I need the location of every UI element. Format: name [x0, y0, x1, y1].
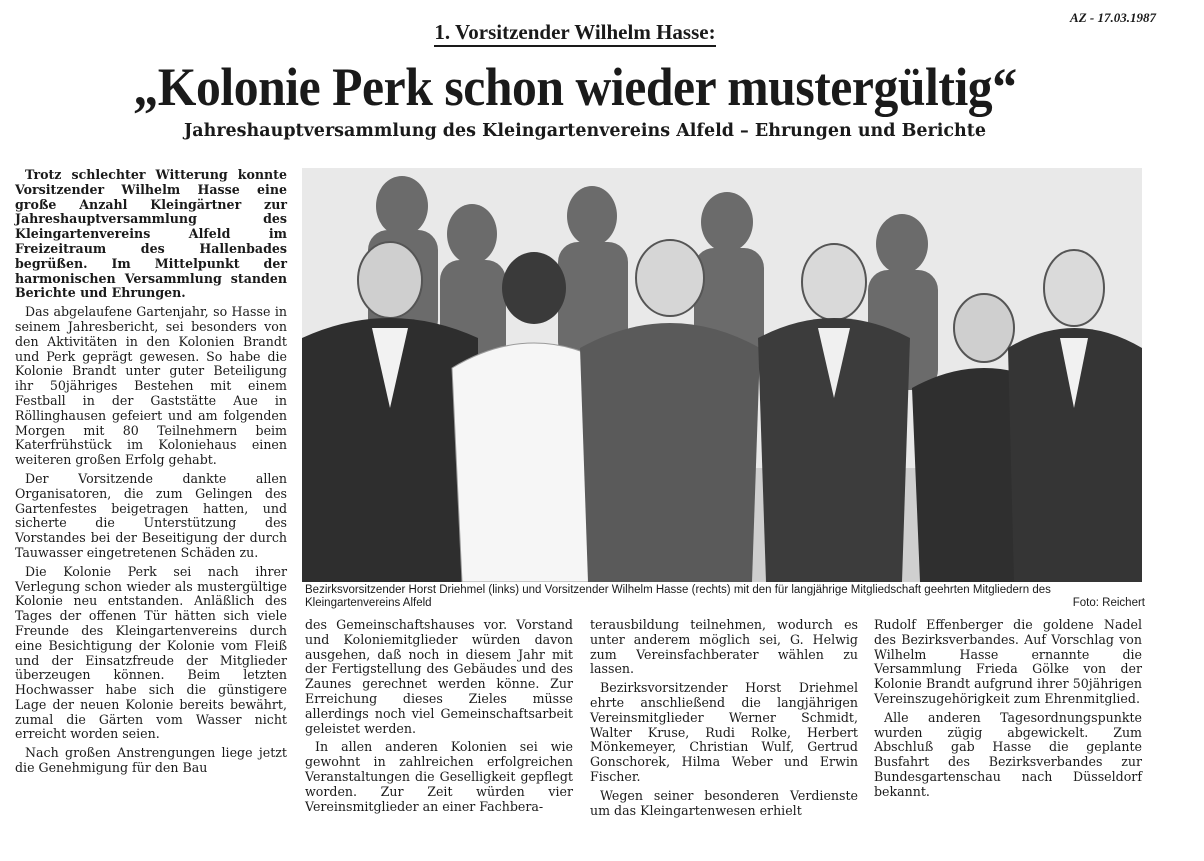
caption-text: Bezirksvorsitzender Horst Driehmel (links) und Vorsitzender Wilhelm Hasse (rechts) mit den für langjährige Mitgliedschaft geehrten Mitgliedern des Kleingartenvereins Alfeld: [305, 584, 1051, 609]
kicker-text: 1. Vorsitzender Wilhelm Hasse:: [434, 20, 715, 47]
lead-paragraph: Trotz schlechter Witterung konnte Vorsitzender Wilhelm Hasse eine große Anzahl Kleingärtner zur Jahreshauptversammlung des Kleingartenvereins Alfeld im Freizeitraum des Hallenbades begrüßen. Im Mittelpunkt der harmonischen Versammlung standen Berichte und Ehrungen.: [15, 167, 287, 301]
paragraph: terausbildung teilnehmen, wodurch es unter anderem möglich sei, G. Helwig zum Vereinsfachberater wählen zu lassen.: [590, 617, 858, 677]
paragraph: des Gemeinschaftshauses vor. Vorstand und Koloniemitglieder würden davon ausgehen, daß noch in diesem Jahr mit der Fertigstellung des Gebäudes und des Zaunes gerechnet werden könne. Zur Erreichung dieses Zieles müsse allerdings noch viel Gemeinschaftsarbeit geleistet werden.: [305, 617, 573, 736]
paragraph: Bezirksvorsitzender Horst Driehmel ehrte anschließend die langjährigen Vereinsmitglieder Werner Schmidt, Walter Kruse, Rudi Rolke, Herbert Mönkemeyer, Christian Wulf, Gertrud Gonschorek, Hilma Weber und Erwin Fischer.: [590, 680, 858, 784]
photo-credit: Foto: Reichert: [1072, 597, 1145, 609]
paragraph: Nach großen Anstrengungen liege jetzt die Genehmigung für den Bau: [15, 745, 287, 776]
source-date-tag: AZ - 17.03.1987: [1070, 10, 1156, 25]
paragraph: Die Kolonie Perk sei nach ihrer Verlegung schon wieder als mustergültige Kolonie neu entstanden. Anläßlich des Tages der offenen Tür hätten sich viele Freunde des Kleingartenvereins durch eine Besichtigung der Kolonie vom Fleiß und der Einsatzfreude der Mitglieder überzeugen können. Beim letzten Hochwasser habe sich die günstigere Lage der neuen Kolonie bereits bewährt, zumal die Gärten vom Wasser nicht erreicht worden seien.: [15, 563, 287, 742]
text-column-4: [874, 618, 1142, 804]
group-photo: [302, 168, 1142, 582]
article-subheadline: Jahreshauptversammlung des Kleingartenvereins Alfeld – Ehrungen und Berichte: [183, 121, 986, 141]
paragraph: Wegen seiner besonderen Verdienste um das Kleingartenwesen erhielt: [590, 787, 858, 818]
article-headline: „Kolonie Perk schon wieder mustergültig“: [133, 57, 1017, 117]
photo-caption: [305, 584, 1145, 610]
text-column-3: [590, 618, 858, 822]
text-column-1: [15, 168, 287, 780]
article-kicker: [0, 20, 1150, 45]
paragraph: Alle anderen Tagesordnungspunkte wurden zügig abgewickelt. Zum Abschluß gab Hasse die geplante Busfahrt des Bezirksverbandes zur Bundesgartenschau nach Düsseldorf bekannt.: [874, 709, 1142, 799]
paragraph: Rudolf Effenberger die goldene Nadel des Bezirksverbandes. Auf Vorschlag von Wilhelm Hasse ernannte die Versammlung Frieda Gölke von der Kolonie Brandt aufgrund ihrer 50jährigen Vereinszugehörigkeit zum Ehrenmitglied.: [874, 617, 1142, 706]
paragraph: Das abgelaufene Gartenjahr, so Hasse in seinem Jahresbericht, sei besonders von den Aktivitäten in den Kolonien Brandt und Perk geprägt gewesen. So habe die Kolonie Brandt unter guter Beteiligung ihr 50jähriges Bestehen mit einem Festball in der Gaststätte Aue in Röllinghausen gefeiert und am folgenden Morgen mit 80 Teilnehmern beim Katerfrühstück im Koloniehaus einen weiteren großen Erfolg gehabt.: [15, 304, 287, 468]
paragraph: Der Vorsitzende dankte allen Organisatoren, die zum Gelingen des Gartenfestes beigetragen hatten, und sicherte die Unterstützung des Vorstandes bei der Beseitigung der durch Tauwasser eingetretenen Schäden zu.: [15, 470, 287, 560]
paragraph: In allen anderen Kolonien sei wie gewohnt in zahlreichen erfolgreichen Veranstaltungen die Geselligkeit gepflegt worden. Zur Zeit würden vier Vereinsmitglieder an einer Fachbera-: [305, 739, 573, 814]
text-column-2: [305, 618, 573, 818]
group-photo-illustration: [302, 168, 1142, 582]
